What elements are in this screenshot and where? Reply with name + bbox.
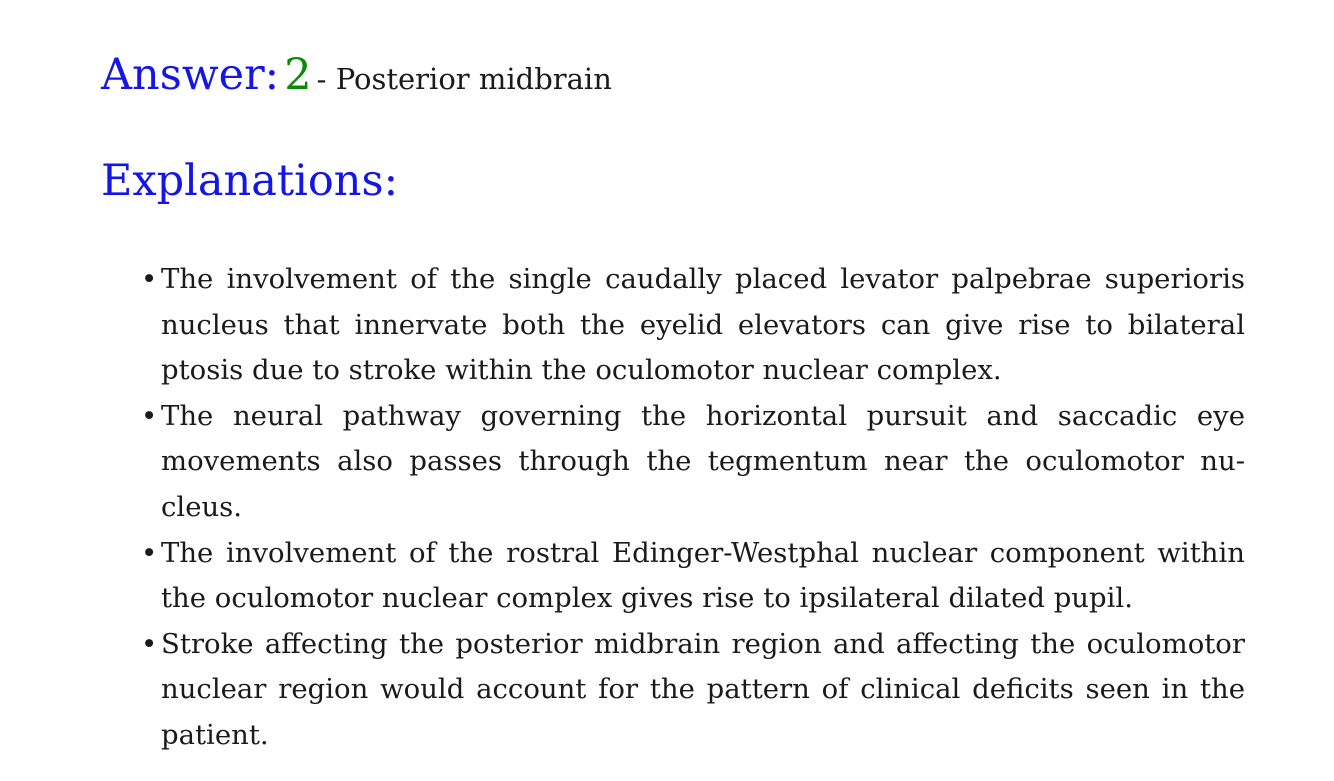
list-item-text: Stroke affecting the posterior midbrain region and affecting the oculomotor nuclear region would account for the pattern of clinical deficits seen in the patient. (161, 627, 1245, 751)
list-item (141, 622, 1245, 759)
answer-line (101, 50, 612, 100)
explanations-heading: Explanations: (101, 156, 399, 206)
answer-text: - Posterior midbrain (316, 62, 612, 96)
bullet-icon: • (141, 263, 158, 295)
answer-label: Answer: (101, 50, 280, 100)
list-item (141, 257, 1245, 394)
list-item-text: The neural pathway governing the horizontal pursuit and saccadic eye movements also passes through the tegmentum near the oculomotor nucleus. (161, 399, 1245, 523)
list-item (141, 394, 1245, 531)
bullet-icon: • (141, 399, 158, 432)
bullet-icon: • (141, 536, 158, 569)
answer-number: 2 (284, 50, 312, 100)
explanations-list (141, 257, 1245, 759)
list-item (141, 531, 1245, 622)
list-item-text: The involvement of the rostral Edinger-Westphal nuclear component within the oculomotor nuclear complex gives rise to ipsilateral dilated pupil. (161, 536, 1245, 615)
list-item-text: The involvement of the single caudally placed levator palpebrae superioris nucleus that innervate both the eyelid elevators can give rise to bilateral ptosis due to stroke within the oculomotor nuclear complex. (161, 263, 1245, 387)
bullet-icon: • (141, 627, 158, 660)
